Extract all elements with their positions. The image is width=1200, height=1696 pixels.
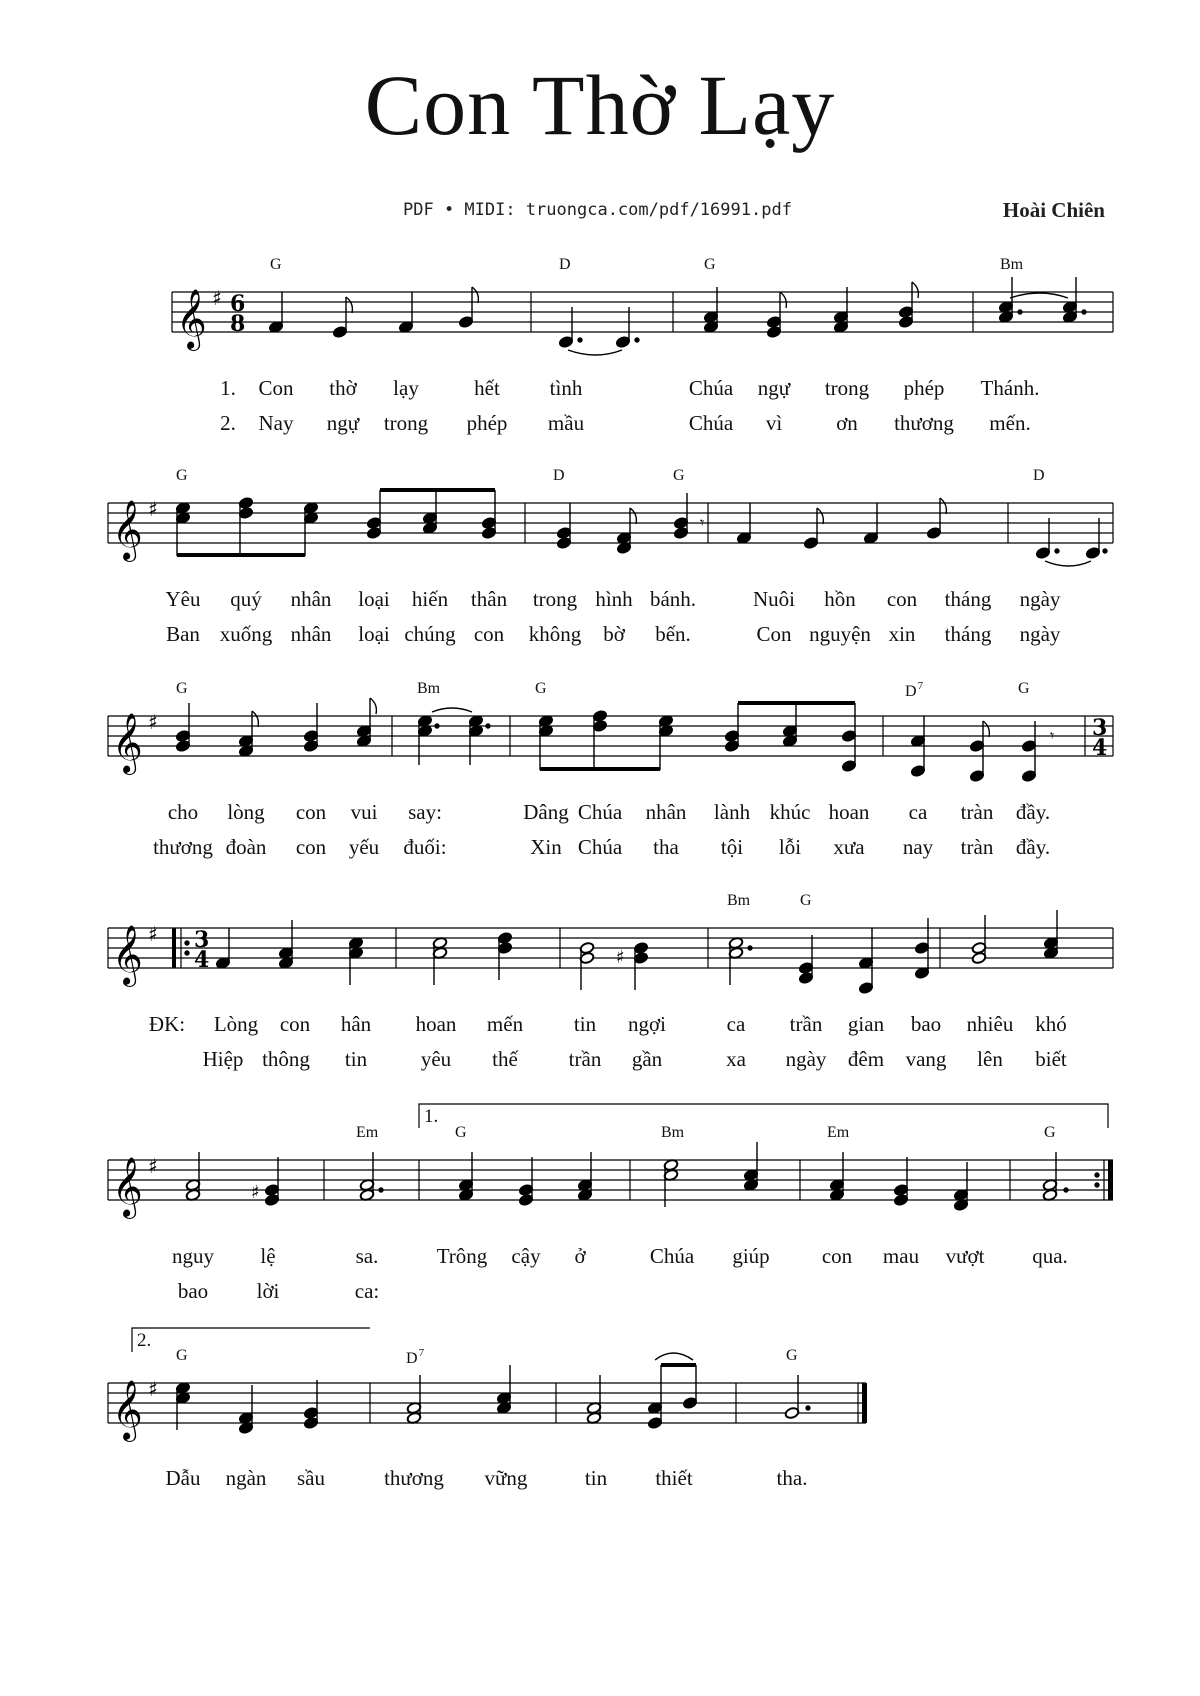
lyric-syllable: Dẫu xyxy=(165,1466,201,1490)
lyric-syllable: thương xyxy=(894,411,954,435)
lyric-syllable: tin xyxy=(584,1466,608,1490)
lyric-syllable: thương xyxy=(384,1466,444,1490)
chord-symbol: D xyxy=(553,467,565,484)
svg-text:8: 8 xyxy=(230,311,246,337)
chord-symbol: G xyxy=(455,1124,467,1141)
lyric-syllable: vượt xyxy=(945,1244,985,1268)
lyric-syllable: phép xyxy=(466,411,508,435)
lyric-syllable: ngày xyxy=(785,1047,827,1071)
svg-text:𝄾: 𝄾 xyxy=(1050,726,1055,745)
treble-clef-icon: 𝄞 xyxy=(112,925,143,985)
lyric-syllable: đêm xyxy=(847,1047,885,1071)
lyric-syllable: gần xyxy=(631,1047,663,1071)
lyric-syllable: xa xyxy=(726,1047,746,1071)
lyric-syllable: ngợi xyxy=(628,1012,666,1036)
lyric-syllable: Chúa xyxy=(688,411,734,435)
lyric-syllable: ca: xyxy=(354,1279,380,1303)
time-signature: 3 xyxy=(194,927,210,953)
sharp-icon: ♯ xyxy=(148,1377,158,1401)
lyric-syllable: xưa xyxy=(833,835,865,859)
lyric-syllable: lỗi xyxy=(778,835,802,859)
lyric-syllable: thông xyxy=(262,1047,310,1071)
lyric-syllable: yêu xyxy=(420,1047,452,1071)
lyric-syllable: hiến xyxy=(411,587,449,611)
lyric-syllable: tràn xyxy=(960,835,994,859)
lyric-syllable: tin xyxy=(573,1012,597,1036)
lyric-syllable: nhân xyxy=(645,800,687,824)
svg-text:4: 4 xyxy=(1092,735,1108,761)
chord-symbol: G xyxy=(673,467,685,484)
chord-symbol: G xyxy=(270,256,282,273)
lyric-syllable: lên xyxy=(977,1047,1003,1071)
lyric-syllable: quý xyxy=(230,587,262,611)
page-title: Con Thờ Lạy xyxy=(364,57,836,153)
sharp-icon: ♯ xyxy=(148,497,158,521)
lyric-syllable: tháng xyxy=(944,587,992,611)
lyric-syllable: hoan xyxy=(415,1012,457,1036)
lyric-syllable: thân xyxy=(470,587,508,611)
lyric-syllable: nguy xyxy=(172,1244,214,1268)
lyric-syllable: hồn xyxy=(824,587,856,611)
lyric-syllable: ĐK: xyxy=(148,1012,186,1036)
lyric-syllable: ngự xyxy=(326,411,360,435)
lyric-syllable: thương xyxy=(153,835,213,859)
lyric-syllable: ngự xyxy=(757,376,791,400)
lyric-syllable: Chúa xyxy=(577,835,623,859)
lyric-syllable: Chúa xyxy=(649,1244,695,1268)
lyric-syllable: tha xyxy=(653,835,679,859)
lyric-syllable: ngàn xyxy=(225,1466,267,1490)
chord-symbol: Em xyxy=(827,1124,850,1141)
lyric-syllable: con xyxy=(473,622,505,646)
time-signature: 6 xyxy=(230,291,246,317)
lyric-syllable: Con xyxy=(756,622,792,646)
treble-clef-icon: 𝄞 xyxy=(112,500,143,560)
lyric-syllable: Hiệp xyxy=(202,1047,244,1071)
svg-text:♯: ♯ xyxy=(616,947,625,968)
chord-symbol: Bm xyxy=(417,680,441,697)
lyric-syllable: Chúa xyxy=(577,800,623,824)
lyric-syllable: Yêu xyxy=(165,587,201,611)
lyric-syllable: hết xyxy=(474,376,500,400)
treble-clef-icon: 𝄞 xyxy=(112,713,143,773)
chord-symbol: G xyxy=(176,680,188,697)
lyric-syllable: vang xyxy=(905,1047,947,1071)
chord-symbol: Em xyxy=(356,1124,379,1141)
lyric-syllable: Con xyxy=(258,376,294,400)
lyric-syllable: thờ xyxy=(329,376,357,400)
sharp-icon: ♯ xyxy=(148,1154,158,1178)
lyric-syllable: Chúa xyxy=(688,376,734,400)
lyric-syllable: ca xyxy=(908,800,928,824)
lyric-syllable: biết xyxy=(1035,1047,1067,1071)
lyric-syllable: mầu xyxy=(547,411,585,435)
sharp-icon: ♯ xyxy=(148,922,158,946)
lyric-syllable: lành xyxy=(713,800,751,824)
lyric-syllable: Nuôi xyxy=(753,587,795,611)
lyric-syllable: loại xyxy=(358,587,390,611)
lyric-syllable: tội xyxy=(720,835,744,859)
chord-symbol: G xyxy=(704,256,716,273)
lyric-syllable: thế xyxy=(492,1047,518,1071)
lyric-syllable: đoàn xyxy=(225,835,267,859)
lyric-syllable: khúc xyxy=(769,800,811,824)
svg-text:𝄾: 𝄾 xyxy=(700,513,705,532)
lyric-syllable: yếu xyxy=(348,835,380,859)
lyric-syllable: bến. xyxy=(655,622,691,646)
lyric-syllable: Lòng xyxy=(213,1012,259,1036)
lyric-syllable: mến xyxy=(486,1012,524,1036)
lyric-syllable: lệ xyxy=(260,1244,276,1268)
lyric-syllable: hân xyxy=(340,1012,372,1036)
lyric-syllable: nguyện xyxy=(809,622,871,646)
volta-label-1: 1. xyxy=(424,1106,439,1127)
lyric-syllable: thiết xyxy=(655,1466,693,1490)
lyric-syllable: ca xyxy=(726,1012,746,1036)
lyric-syllable: mến. xyxy=(989,411,1031,435)
lyric-syllable: nhân xyxy=(290,622,332,646)
lyric-syllable: lời xyxy=(256,1279,280,1303)
chord-symbol: G xyxy=(176,467,188,484)
lyric-syllable: con xyxy=(295,800,327,824)
lyric-syllable: ngày xyxy=(1019,622,1061,646)
lyric-syllable: trong xyxy=(824,376,870,400)
lyric-syllable: nhiêu xyxy=(966,1012,1014,1036)
lyric-syllable: Dâng xyxy=(523,800,569,824)
lyric-syllable: Trông xyxy=(436,1244,488,1268)
lyric-syllable: ở xyxy=(574,1244,586,1268)
lyric-syllable: vì xyxy=(765,411,783,435)
chord-symbol: G xyxy=(535,680,547,697)
lyric-syllable: đầy. xyxy=(1015,835,1051,859)
lyric-syllable: trong xyxy=(532,587,578,611)
treble-clef-icon: 𝄞 xyxy=(112,1380,143,1440)
chord-symbol: D xyxy=(1033,467,1045,484)
lyric-syllable: cậy xyxy=(511,1244,541,1268)
chord-symbol: $D^7$ xyxy=(406,1347,425,1367)
lyric-syllable: bao xyxy=(177,1279,209,1303)
lyric-syllable: trong xyxy=(383,411,429,435)
lyric-syllable: sa. xyxy=(355,1244,379,1268)
lyric-syllable: ơn xyxy=(836,411,858,435)
lyric-syllable: Thánh. xyxy=(980,376,1040,400)
sharp-icon: ♯ xyxy=(212,286,222,310)
chord-symbol: G xyxy=(800,892,812,909)
lyric-syllable: lòng xyxy=(227,800,265,824)
lyric-syllable: giúp xyxy=(732,1244,770,1268)
lyric-syllable: bờ xyxy=(603,622,625,646)
lyric-syllable: xuống xyxy=(219,622,273,646)
lyric-syllable: say: xyxy=(408,800,442,824)
lyric-syllable: vững xyxy=(484,1466,528,1490)
lyric-syllable: không xyxy=(528,622,582,646)
lyric-syllable: 2. xyxy=(220,411,236,435)
lyric-syllable: vui xyxy=(350,800,378,824)
treble-clef-icon: 𝄞 xyxy=(112,1157,143,1217)
sharp-icon: ♯ xyxy=(148,710,158,734)
chord-symbol: Bm xyxy=(1000,256,1024,273)
svg-text:4: 4 xyxy=(194,947,210,973)
source-link[interactable]: PDF • MIDI: truongca.com/pdf/16991.pdf xyxy=(403,200,792,220)
lyric-syllable: con xyxy=(295,835,327,859)
lyric-syllable: con xyxy=(821,1244,853,1268)
lyric-syllable: tình xyxy=(549,376,583,400)
final-barline-icon xyxy=(862,1383,867,1423)
lyric-syllable: trần xyxy=(789,1012,823,1036)
lyric-syllable: gian xyxy=(847,1012,885,1036)
composer-name: Hoài Chiên xyxy=(1002,198,1105,222)
lyric-syllable: nay xyxy=(902,835,934,859)
lyric-syllable: ngày xyxy=(1019,587,1061,611)
lyric-syllable: Xin xyxy=(530,835,562,859)
lyric-syllable: mau xyxy=(882,1244,920,1268)
chord-symbol: G xyxy=(1018,680,1030,697)
lyric-syllable: qua. xyxy=(1032,1244,1068,1268)
lyric-syllable: con xyxy=(279,1012,311,1036)
chord-symbol: $D^7$ xyxy=(905,680,924,700)
lyric-syllable: chúng xyxy=(404,622,456,646)
lyric-syllable: trần xyxy=(568,1047,602,1071)
svg-text:♯: ♯ xyxy=(251,1182,260,1203)
lyric-syllable: bánh. xyxy=(649,587,697,611)
lyric-syllable: phép xyxy=(903,376,945,400)
lyric-syllable: tràn xyxy=(960,800,994,824)
lyric-syllable: nhân xyxy=(290,587,332,611)
lyric-syllable: đuối: xyxy=(403,835,447,859)
lyric-syllable: Ban xyxy=(166,622,200,646)
lyric-syllable: 1. xyxy=(220,376,236,400)
chord-symbol: G xyxy=(176,1347,188,1364)
lyric-syllable: khó xyxy=(1035,1012,1067,1036)
chord-symbol: G xyxy=(786,1347,798,1364)
lyric-syllable: Nay xyxy=(258,411,294,435)
time-signature-change: 3 xyxy=(1092,715,1108,741)
lyric-syllable: hoan xyxy=(828,800,870,824)
volta-bracket-2 xyxy=(132,1328,370,1352)
lyric-syllable: đầy. xyxy=(1015,800,1051,824)
chord-symbol: Bm xyxy=(727,892,751,909)
chord-symbol: G xyxy=(1044,1124,1056,1141)
lyric-syllable: xin xyxy=(888,622,916,646)
lyric-syllable: tin xyxy=(344,1047,368,1071)
lyric-syllable: lạy xyxy=(393,376,419,400)
lyric-syllable: hình xyxy=(595,587,633,611)
volta-label-2: 2. xyxy=(137,1330,152,1351)
chord-symbol: D xyxy=(559,256,571,273)
chord-symbol: Bm xyxy=(661,1124,685,1141)
lyric-syllable: cho xyxy=(167,800,199,824)
treble-clef-icon: 𝄞 xyxy=(176,289,207,349)
lyric-syllable: loại xyxy=(358,622,390,646)
lyric-syllable: bao xyxy=(910,1012,942,1036)
lyric-syllable: tha. xyxy=(776,1466,808,1490)
lyric-syllable: tháng xyxy=(944,622,992,646)
lyric-syllable: con xyxy=(886,587,918,611)
lyric-syllable: sầu xyxy=(297,1466,325,1490)
